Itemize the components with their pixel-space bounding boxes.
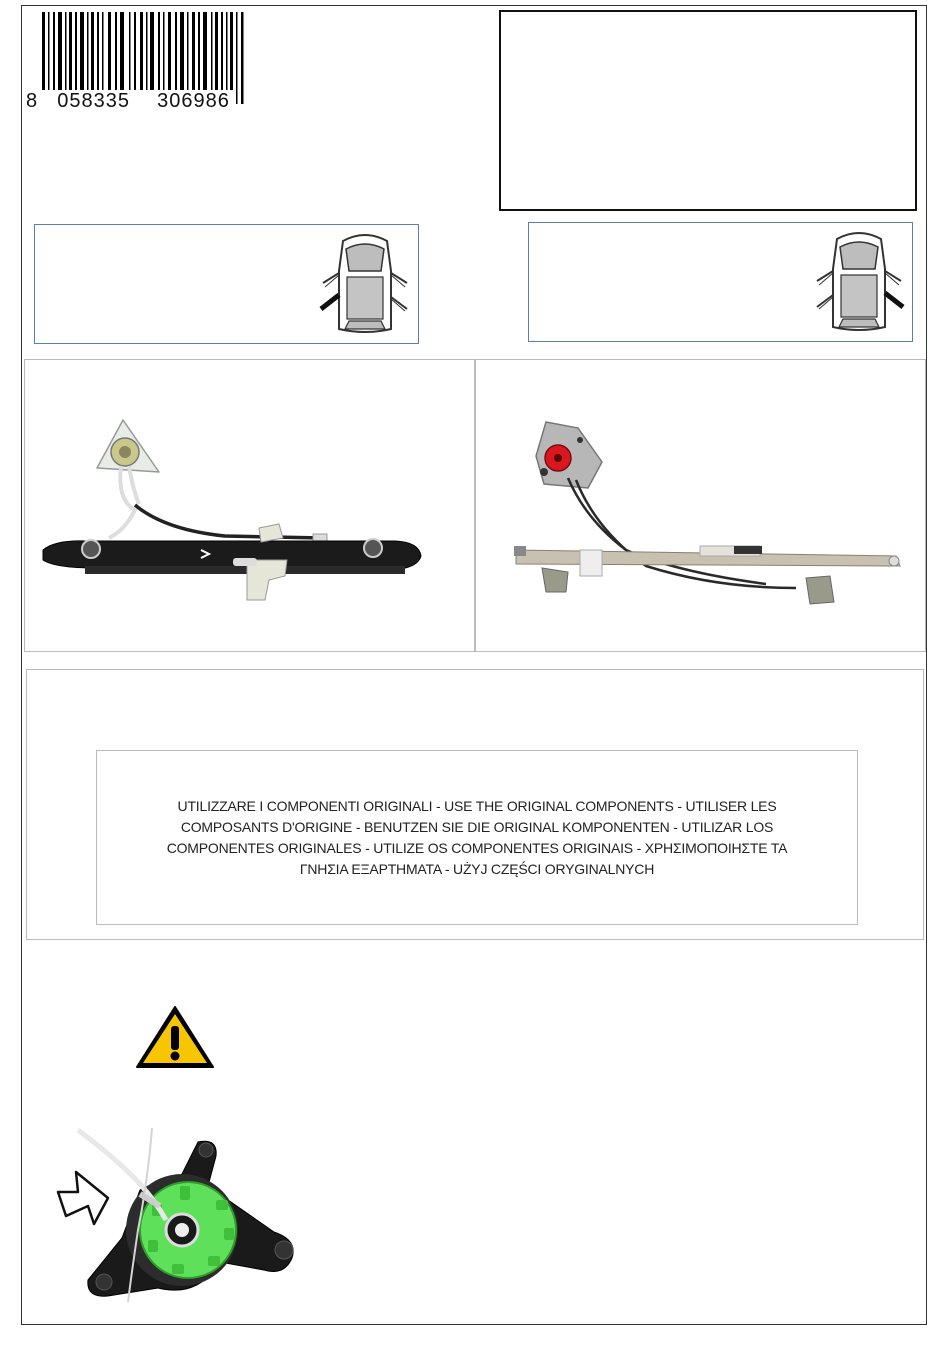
product-label-box — [499, 10, 917, 211]
product-photo-right — [475, 359, 926, 652]
position-box-right — [528, 222, 913, 342]
barcode-digits-group1: 058335 — [57, 90, 130, 112]
warning-triangle-icon — [134, 1004, 216, 1070]
car-top-view-rear-left-door-icon — [319, 231, 411, 337]
product-photo-left — [24, 359, 475, 652]
car-top-view-rear-right-door-icon — [813, 229, 905, 335]
notice-line: ΓΝΗΣΙΑ ΕΞΑΡΤΗΜΑΤΑ - UŻYJ CZĘŚCI ORYGINALNYCH — [299, 861, 655, 877]
arrow-right-outline-icon — [58, 1172, 108, 1224]
window-regulator-image-rear — [476, 360, 925, 651]
window-regulator-image-front — [25, 360, 474, 651]
original-components-notice — [106, 796, 848, 880]
notice-line: COMPONENTES ORIGINALES - UTILIZE OS COMPONENTES ORIGINAIS - ΧΡΗΣΙΜΟΠΟΙΗΣΤΕ ΤΑ — [166, 840, 788, 856]
notice-line: UTILIZZARE I COMPONENTI ORIGINALI - USE THE ORIGINAL COMPONENTS - UTILISER LES — [177, 798, 777, 814]
motor-spool-detail-image — [48, 1120, 308, 1305]
barcode-number — [26, 90, 230, 113]
barcode-digits-group2: 306986 — [157, 90, 230, 112]
barcode-digit-first: 8 — [26, 90, 39, 112]
notice-line: COMPOSANTS D'ORIGINE - BENUTZEN SIE DIE ORIGINAL KOMPONENTEN - UTILIZAR LOS — [180, 819, 774, 835]
position-box-left — [34, 224, 419, 344]
